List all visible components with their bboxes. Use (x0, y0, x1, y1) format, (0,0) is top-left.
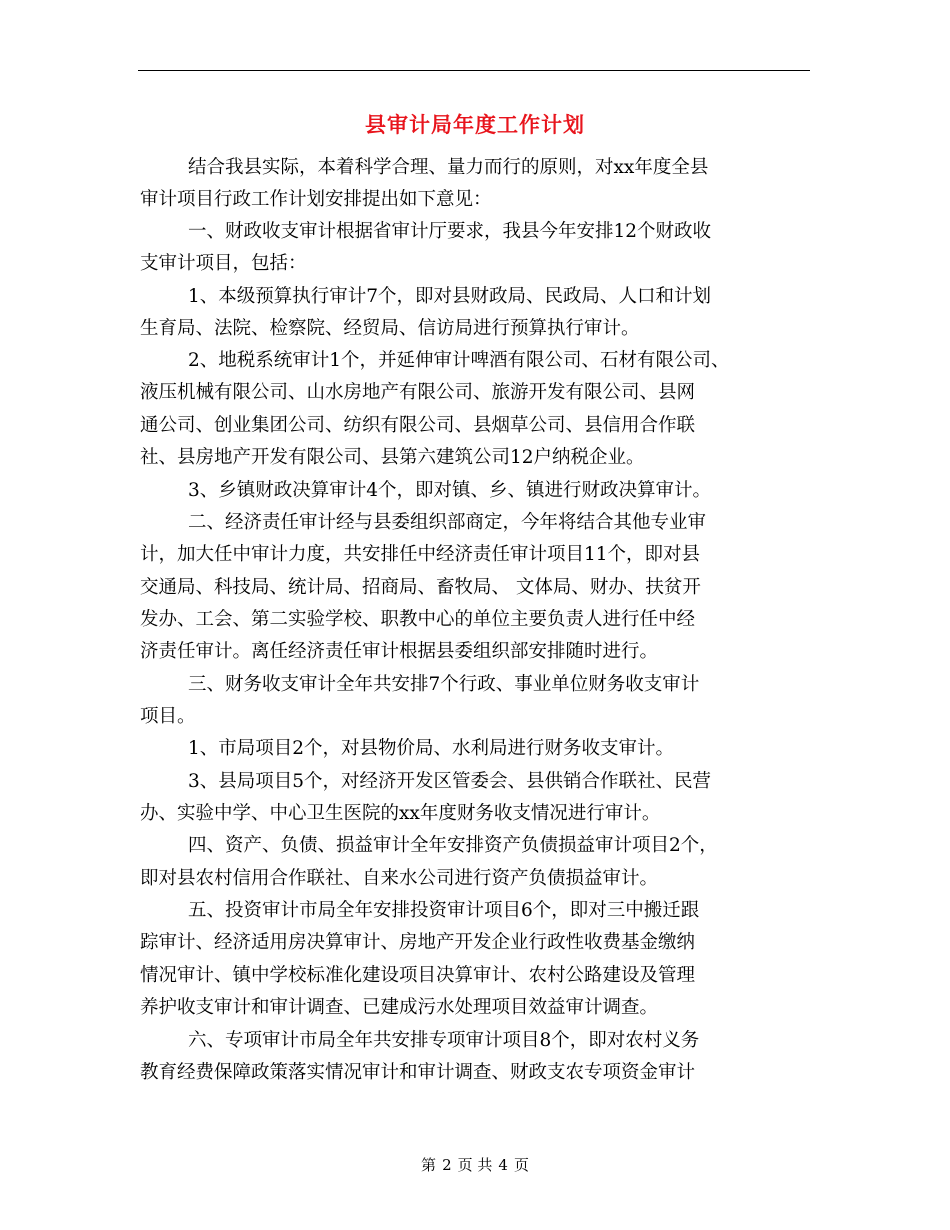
paragraph-line: 1、本级预算执行审计7个，即对县财政局、民政局、人口和计划 (188, 286, 712, 307)
paragraph-line: 办、实验中学、中心卫生医院的xx年度财务收支情况进行审计。 (140, 803, 661, 824)
current-page-number: 2 (442, 1156, 452, 1174)
footer-prefix: 第 (421, 1156, 437, 1174)
paragraph-line: 计，加大任中审计力度，共安排任中经济责任审计项目11个，即对县 (140, 544, 701, 565)
paragraph-line: 2、地税系统审计1个，并延伸审计啤酒有限公司、石材有限公司、 (188, 350, 730, 371)
paragraph-line: 交通局、科技局、统计局、招商局、畜牧局、 文体局、财办、扶贫开 (140, 577, 701, 598)
paragraph-line: 二、经济责任审计经与县委组织部商定，今年将结合其他专业审 (188, 512, 707, 533)
paragraph-line: 五、投资审计市局全年安排投资审计项目6个，即对三中搬迁跟 (188, 900, 700, 921)
paragraph-line: 三、财务收支审计全年共安排7个行政、事业单位财务收支审计 (188, 674, 700, 695)
footer-middle: 页 共 (457, 1156, 493, 1174)
paragraph-line: 审计项目行政工作计划安排提出如下意见： (140, 189, 492, 210)
paragraph-line: 一、财政收支审计根据省审计厅要求，我县今年安排12个财政收 (188, 221, 712, 242)
paragraph-line: 液压机械有限公司、山水房地产有限公司、旅游开发有限公司、县网 (140, 382, 696, 403)
page-footer (0, 1153, 950, 1177)
paragraph-line: 四、资产、负债、损益审计全年安排资产负债损益审计项目2个， (188, 835, 718, 856)
document-title: 县审计局年度工作计划 (365, 112, 585, 137)
paragraph-line: 即对县农村信用合作联社、自来水公司进行资产负债损益审计。 (140, 868, 659, 889)
paragraph-line: 情况审计、镇中学校标准化建设项目决算审计、农村公路建设及管理 (140, 965, 696, 986)
paragraph-line: 六、专项审计市局全年共安排专项审计项目8个，即对农村义务 (188, 1030, 700, 1051)
paragraph-line: 踪审计、经济适用房决算审计、房地产开发企业行政性收费基金缴纳 (140, 932, 696, 953)
paragraph-line: 济责任审计。离任经济责任审计根据县委组织部安排随时进行。 (140, 641, 659, 662)
paragraph-line: 教育经费保障政策落实情况审计和审计调查、财政支农专项资金审计 (140, 1062, 696, 1083)
paragraph-line: 发办、工会、第二实验学校、职教中心的单位主要负责人进行任中经 (140, 609, 696, 630)
paragraph-line: 结合我县实际，本着科学合理、量力而行的原则，对xx年度全县 (188, 157, 709, 178)
paragraph-line: 生育局、法院、检察院、经贸局、信访局进行预算执行审计。 (140, 318, 640, 339)
header-rule (138, 70, 810, 71)
total-pages-number: 4 (498, 1156, 508, 1174)
paragraph-line: 通公司、创业集团公司、纺织有限公司、县烟草公司、县信用合作联 (140, 415, 696, 436)
paragraph-line: 3、乡镇财政决算审计4个，即对镇、乡、镇进行财政决算审计。 (188, 480, 712, 501)
paragraph-line: 3、县局项目5个，对经济开发区管委会、县供销合作联社、民营 (188, 771, 712, 792)
paragraph-line: 社、县房地产开发有限公司、县第六建筑公司12户纳税企业。 (140, 447, 645, 468)
paragraph-line: 支审计项目，包括： (140, 253, 307, 274)
paragraph-line: 1、市局项目2个，对县物价局、水利局进行财务收支审计。 (188, 738, 675, 759)
footer-suffix: 页 (513, 1156, 529, 1174)
paragraph-line: 项目。 (140, 706, 196, 727)
paragraph-line: 养护收支审计和审计调查、已建成污水处理项目效益审计调查。 (140, 997, 659, 1018)
